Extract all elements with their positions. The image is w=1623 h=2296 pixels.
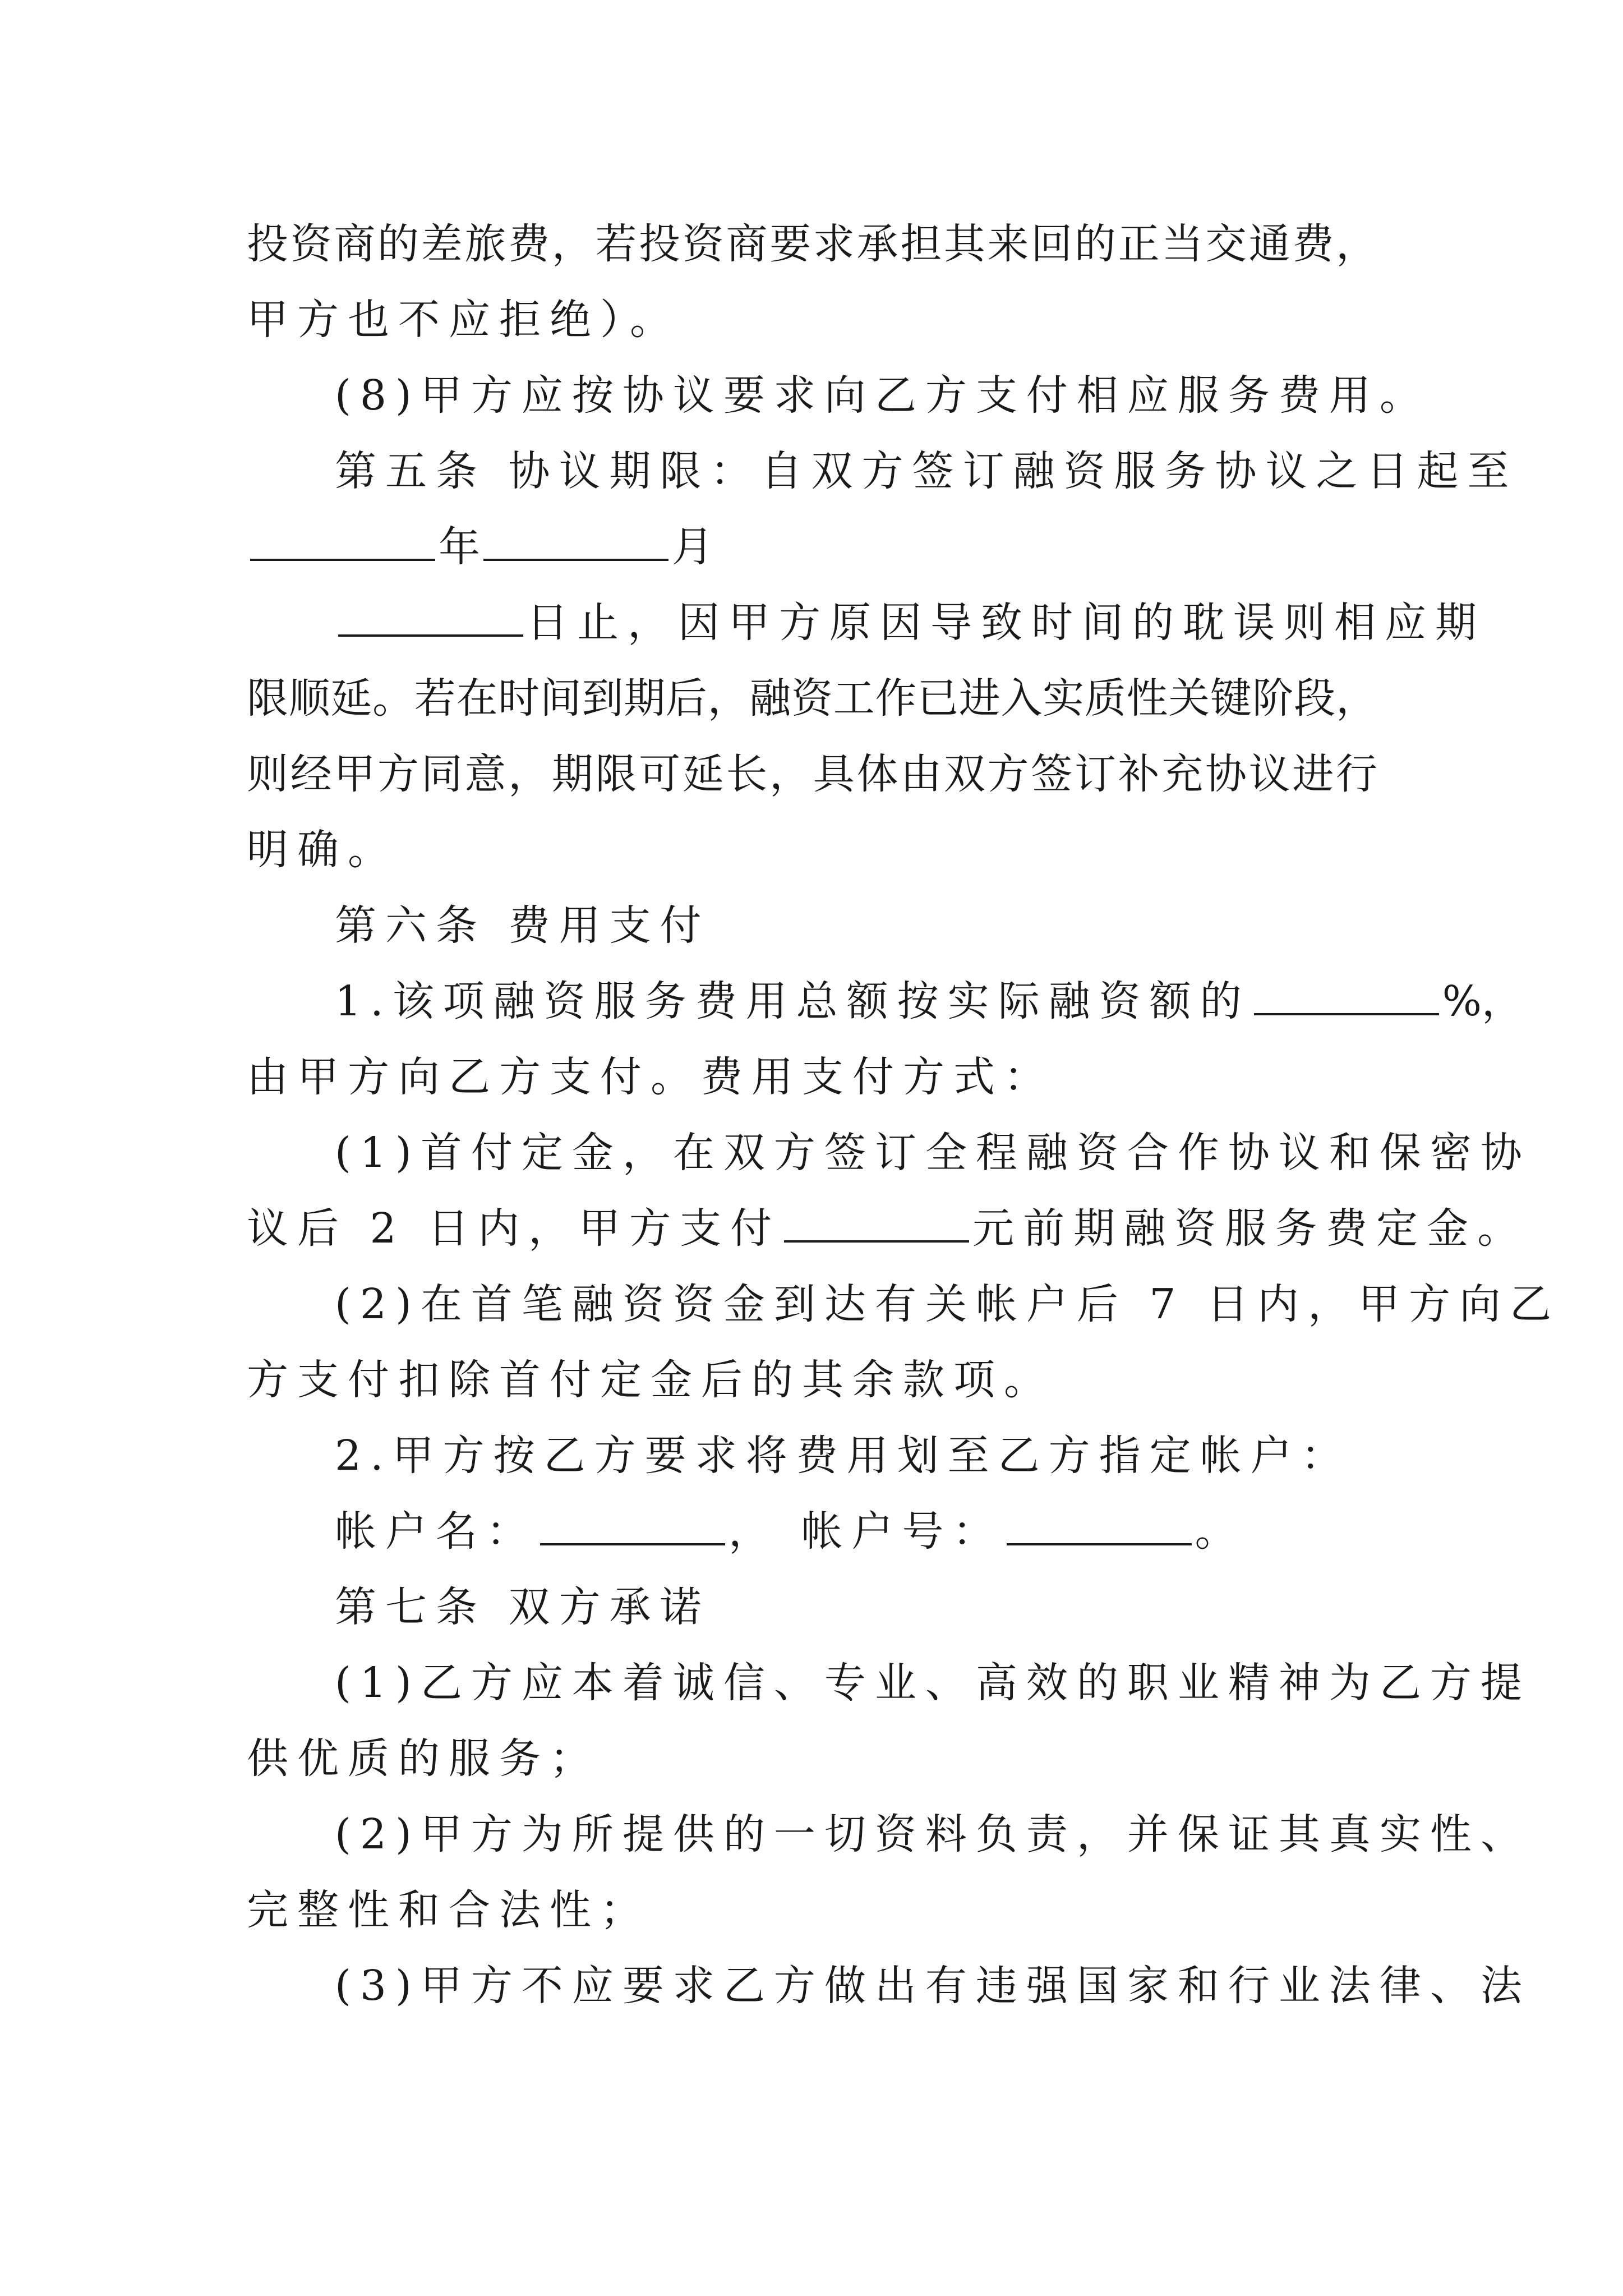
text-line: 由甲方向乙方支付。费用支付方式：	[247, 1053, 1054, 1101]
blank-field	[540, 1503, 725, 1545]
section-heading-5: 第五条 协议期限：自双方签订融资服务协议之日起至	[335, 447, 1518, 495]
account-info-line: 帐户名： ， 帐户号： 。	[335, 1492, 1237, 1571]
text-line: 甲方也不应拒绝）。	[247, 296, 680, 344]
blank-field	[1254, 973, 1439, 1015]
text-line: (1)乙方应本着诚信、专业、高效的职业精神为乙方提	[335, 1659, 1531, 1707]
text-line: 议后 2 日内，甲方支付 元前期融资服务费定金。	[247, 1189, 1528, 1268]
text-line: 1.该项融资服务费用总额按实际融资额的 %，	[335, 962, 1523, 1041]
text-line: (3)甲方不应要求乙方做出有违强国家和行业法律、法	[335, 1962, 1531, 2010]
blank-field	[483, 518, 668, 561]
section-heading-6: 第六条 费用支付	[335, 901, 711, 950]
section-heading-7: 第七条 双方承诺	[335, 1583, 711, 1631]
text-line: (1)首付定金，在双方签订全程融资合作协议和保密协	[335, 1129, 1531, 1177]
text-line: 供优质的服务；	[247, 1734, 600, 1783]
text-line: 则经甲方同意，期限可延长，具体由双方签订补充协议进行	[247, 750, 1377, 798]
text-line: (2)在首笔融资资金到达有关帐户后 7 日内，甲方向乙	[335, 1280, 1560, 1328]
text-line: 方支付扣除首付定金后的其余款项。	[247, 1356, 1054, 1404]
blank-field	[1007, 1503, 1192, 1545]
text-line: 投资商的差旅费，若投资商要求承担其来回的正当交通费，	[247, 220, 1377, 268]
date-blank-line: 年 月	[247, 508, 713, 586]
text-line: (8)甲方应按协议要求向乙方支付相应服务费用。	[335, 371, 1430, 420]
blank-field	[784, 1200, 969, 1243]
text-line: (2)甲方为所提供的一切资料负责，并保证其真实性、	[335, 1810, 1531, 1858]
blank-field	[338, 594, 523, 637]
text-line: 2.甲方按乙方要求将费用划至乙方指定帐户：	[335, 1432, 1352, 1480]
text-line: 限顺延。若在时间到期后，融资工作已进入实质性关键阶段，	[247, 674, 1377, 723]
text-line: 完整性和合法性；	[247, 1886, 651, 1934]
text-line: 明确。	[247, 826, 398, 874]
blank-field	[250, 518, 435, 561]
text-line: 日止，因甲方原因导致时间的耽误则相应期	[335, 583, 1486, 662]
